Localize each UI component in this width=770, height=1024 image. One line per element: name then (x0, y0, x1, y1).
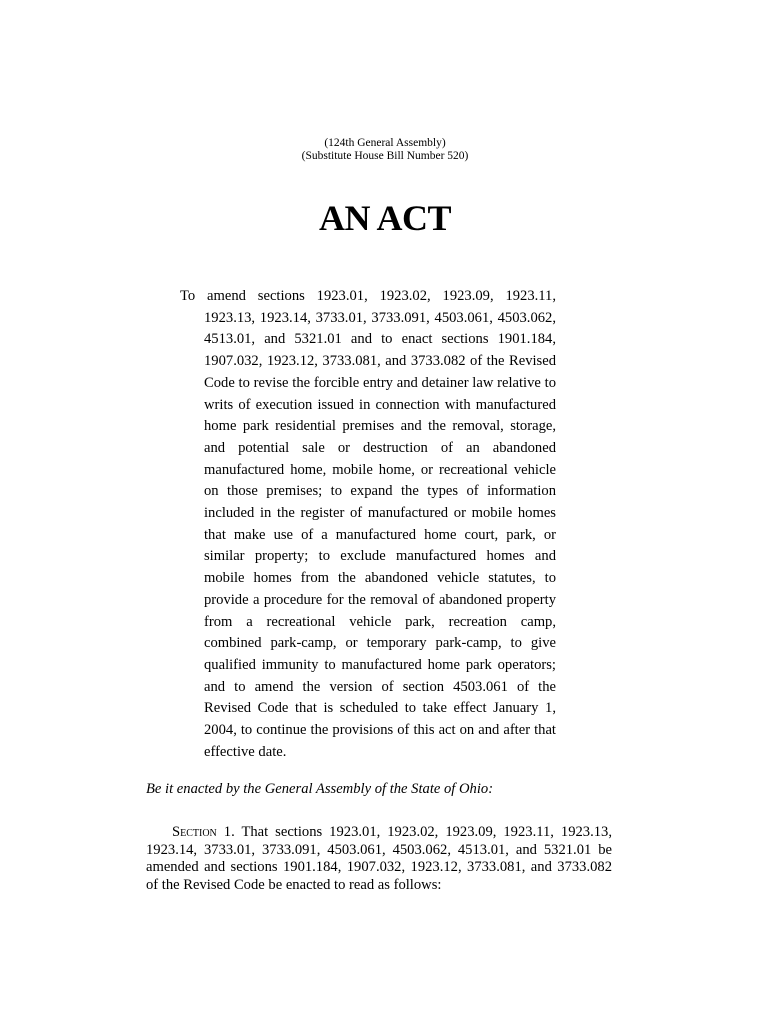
enacting-clause: Be it enacted by the General Assembly of the State of Ohio: (146, 781, 494, 797)
act-title: AN ACT (318, 198, 452, 238)
assembly-line: (124th General Assembly) (324, 137, 446, 149)
bill-header (0, 137, 770, 163)
section-1-paragraph (146, 824, 612, 894)
act-summary: To amend sections 1923.01, 1923.02, 1923.09, 1923.11, 1923.13, 1923.14, 3733.01, 3733.091, 4503.061, 4503.062, 4513.01, and 5321.01 and to enact sections 1901.184, 1907.032, 1923.12, 3733.081, and 3733.082 of the Revised Code to revise the forcible entry and detainer law relative to writs of execution issued in connection with manufactured home park residential premises and the removal, storage, and potential sale or destruction of an abandoned manufactured home, mobile home, or recreational vehicle on those premises; to expand the types of information included in the register of manufactured or mobile homes that make use of a manufactured home court, park, or similar property; to exclude manufactured homes and mobile homes from the abandoned vehicle statutes, to provide a procedure for the removal of abandoned property from a recreational vehicle park, recreation camp, combined park-camp, or temporary park-camp, to give qualified immunity to manufactured home park operators; and to amend the version of section 4503.061 of the Revised Code that is scheduled to take effect January 1, 2004, to continue the provisions of this act on and after that effective date. (180, 288, 556, 760)
section-label: Section (172, 824, 217, 840)
section-1-text: 1. That sections 1923.01, 1923.02, 1923.09, 1923.11, 1923.13, 1923.14, 3733.01, 3733.091, 4503.061, 4503.062, 4513.01, and 5321.01 be amended and sections 1901.184, 1907.032, 1923.12, 3733.081, and 3733.082 of the Revised Code be enacted to read as follows: (146, 824, 612, 893)
bill-number-line: (Substitute House Bill Number 520) (301, 150, 469, 162)
